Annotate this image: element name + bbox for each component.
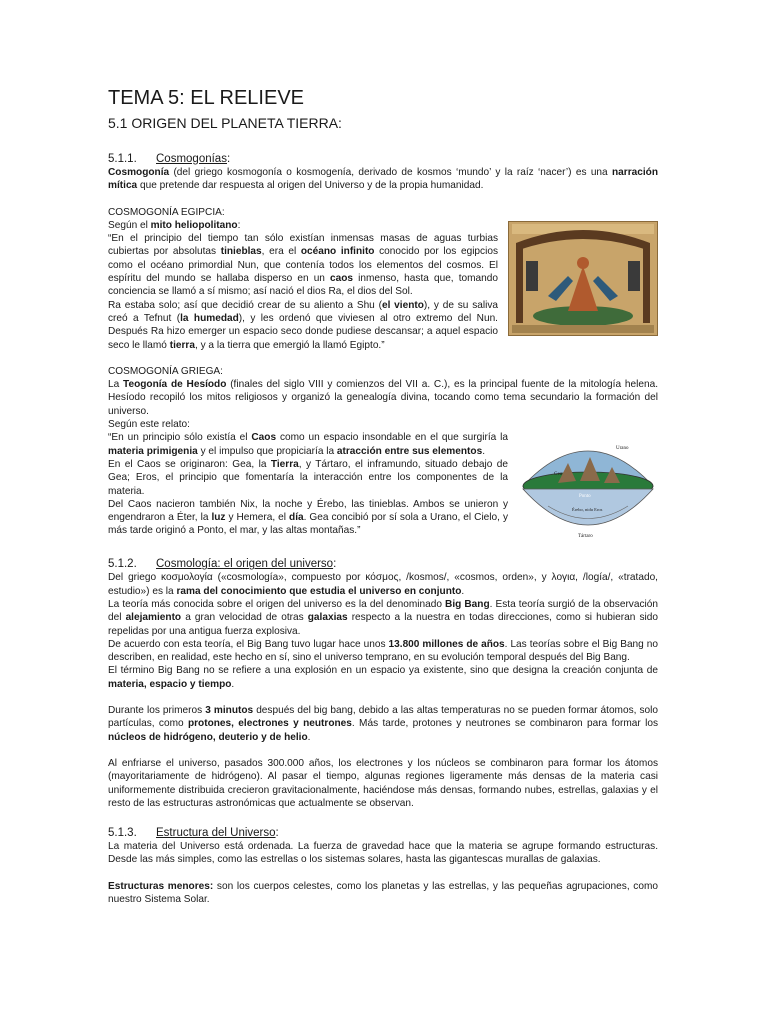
- section-heading-cosmogonias: 5.1.1. Cosmogonías:: [108, 153, 231, 165]
- section-heading-estructura: 5.1.3. Estructura del Universo:: [108, 827, 279, 840]
- paragraph-greek-2: “En un principio sólo existía el Caos como un espacio insondable en el que surgiría la materia primigenia y el impulso que propiciaría la atracción entre sus elementos.: [108, 432, 508, 457]
- section-number: 5.1.1.: [108, 153, 137, 165]
- paragraph-cosmologia-2: La teoría más conocida sobre el origen del universo es la del denominado Big Bang. Esta teoría surgió de la observación del alejamiento a gran velocidad de otras galaxias respecto a la nuestra en todas direcciones, como si hubieran sido repelidas por una antigua fuerza explosiva.: [108, 598, 658, 637]
- label-gea: Gea: [554, 472, 563, 478]
- paragraph-greek-1: La Teogonía de Hesíodo (finales del siglo VIII y comienzos del VII a. C.), es la principal fuente de la mitología helena. Hesíodo recopiló los mitos religiosos y organizó la genealogía divina, tocando como tema secundario la formación del universo.: [108, 379, 658, 417]
- label-urano: Urano: [616, 446, 629, 452]
- page-subtitle: 5.1 ORIGEN DEL PLANETA TIERRA:: [108, 115, 342, 131]
- paragraph-egypt-myth-2: Ra estaba solo; así que decidió crear de su aliento a Shu (el viento), y de su saliva creó a Tefnut (la humedad), y les ordenó que viviesen al otro extremo del Nun. Después Ra hizo emerger un espacio seco donde pudiese descansar; a aquel espacio seco le llamó tierra, y a la tierra que emergió la llamó Egipto.”: [108, 299, 499, 351]
- paragraph-estructura-1: La materia del Universo está ordenada. La fuerza de gravedad hace que la materia se agrupe formando estructuras. Desde las más simples, como las estrellas o los sistemas solares, hasta las gigantescas murallas de galaxias.: [108, 841, 658, 866]
- section-number: 5.1.2.: [108, 558, 137, 571]
- paragraph-cosmologia-5: Durante los primeros 3 minutos después del big bang, debido a las altas temperaturas no se pueden formar átomos, solo partículas, como protones, electrones y neutrones. Más tarde, protones y neutrones se combinaron para formar los núcleos de hidrógeno, deuterio y de helio.: [108, 705, 658, 743]
- section-heading-cosmologia: 5.1.2. Cosmología: el origen del universo:: [108, 558, 337, 571]
- section-title: Cosmogonías: [156, 153, 227, 165]
- paragraph-cosmologia-3: De acuerdo con esta teoría, el Big Bang tuvo lugar hace unos 13.800 millones de años. Las teorías sobre el Big Bang no describen, en realidad, este hecho en sí, sino el universo temprano, en su evolución temporal después del Big Bang.: [108, 638, 659, 664]
- paragraph-greek-3: En el Caos se originaron: Gea, la Tierra, y Tártaro, el inframundo, situado debajo de Gea; Eros, el principio que fomentaría la interacción entre los componentes de la materia.: [108, 458, 508, 497]
- section-title: Cosmología: el origen del universo: [156, 558, 334, 571]
- greek-cosmos-illustration: [518, 431, 658, 541]
- paragraph-estructura-2: Estructuras menores: son los cuerpos celestes, como los planetas y las estrellas, y las pequeñas agrupaciones, como nuestro Sistema Solar.: [108, 880, 658, 905]
- paragraph-cosmologia-1: Del griego κοσμολογία («cosmología», compuesto por κόσμος, /kosmos/, «cosmos, orden», y λογια, /logía/, «tratado, estudio») es la rama del conocimiento que estudia el universo en conjunto.: [108, 572, 658, 597]
- paragraph-cosmologia-6: Al enfriarse el universo, pasados 300.000 años, los electrones y los núcleos se combinaron para formar los átomos (mayoritariamente de hidrógeno). Al pasar el tiempo, algunas regiones ligeramente más densas de la materia casi uniformemente distribuida crecieron gravitacionalmente, haciéndose más densas, formando nubes, estrellas, galaxias y el resto de las estructuras astronómicas que actualmente se observan.: [108, 757, 658, 809]
- heading-cosmogonia-griega: COSMOGONÍA GRIEGA:: [108, 365, 223, 377]
- paragraph-cosmogonia-definition: Cosmogonía (del griego kosmogonía o kosmogenía, derivado de kosmos ‘mundo’ y la raíz ‘nacer’) es una narración mítica que pretende dar respuesta al origen del Universo y de la propia humanidad.: [108, 167, 658, 192]
- paragraph-greek-4: Del Caos nacieron también Nix, la noche y Érebo, las tinieblas. Ambos se unieron y engendraron a Éter, la luz y Hemera, el día. Gea concibió por sí sola a Urano, el Cielo, y más tarde originó a Ponto, el mar, y las altas montañas.”: [108, 498, 508, 537]
- heading-cosmogonia-egipcia: COSMOGONÍA EGIPCIA:: [108, 206, 225, 218]
- page-title: TEMA 5: EL RELIEVE: [108, 87, 305, 109]
- egyptian-papyrus-illustration: [508, 221, 658, 336]
- paragraph-egypt-myth-1: “En el principio del tiempo tan sólo existían inmensas masas de aguas turbias cubiertas por absolutas tinieblas, era el océano infinito conocido por los egipcios como el océano primordial Nun, que contenía todos los elementos del cosmos. El espíritu del mundo se hallaba disperso en un caos inmenso, hasta que, tomando conciencia se llamó a sí mismo; así nació el dios Ra, el dios del Sol.: [108, 233, 499, 298]
- paragraph-cosmologia-4: El término Big Bang no se refiere a una explosión en un espacio ya existente, sino que designa la creación conjunta de materia, espacio y tiempo.: [108, 665, 658, 690]
- section-title: Estructura del Universo: [156, 827, 276, 840]
- greek-intro-line: Según este relato:: [108, 419, 190, 431]
- label-erebo: Érebo, nidu Eros: [572, 507, 603, 513]
- label-ponto: Ponto: [579, 494, 591, 500]
- egypt-intro-line: Según el mito heliopolitano:: [108, 219, 241, 231]
- label-tartaro: Tártaro: [578, 534, 593, 540]
- section-number: 5.1.3.: [108, 827, 137, 840]
- document-page: [108, 86, 658, 906]
